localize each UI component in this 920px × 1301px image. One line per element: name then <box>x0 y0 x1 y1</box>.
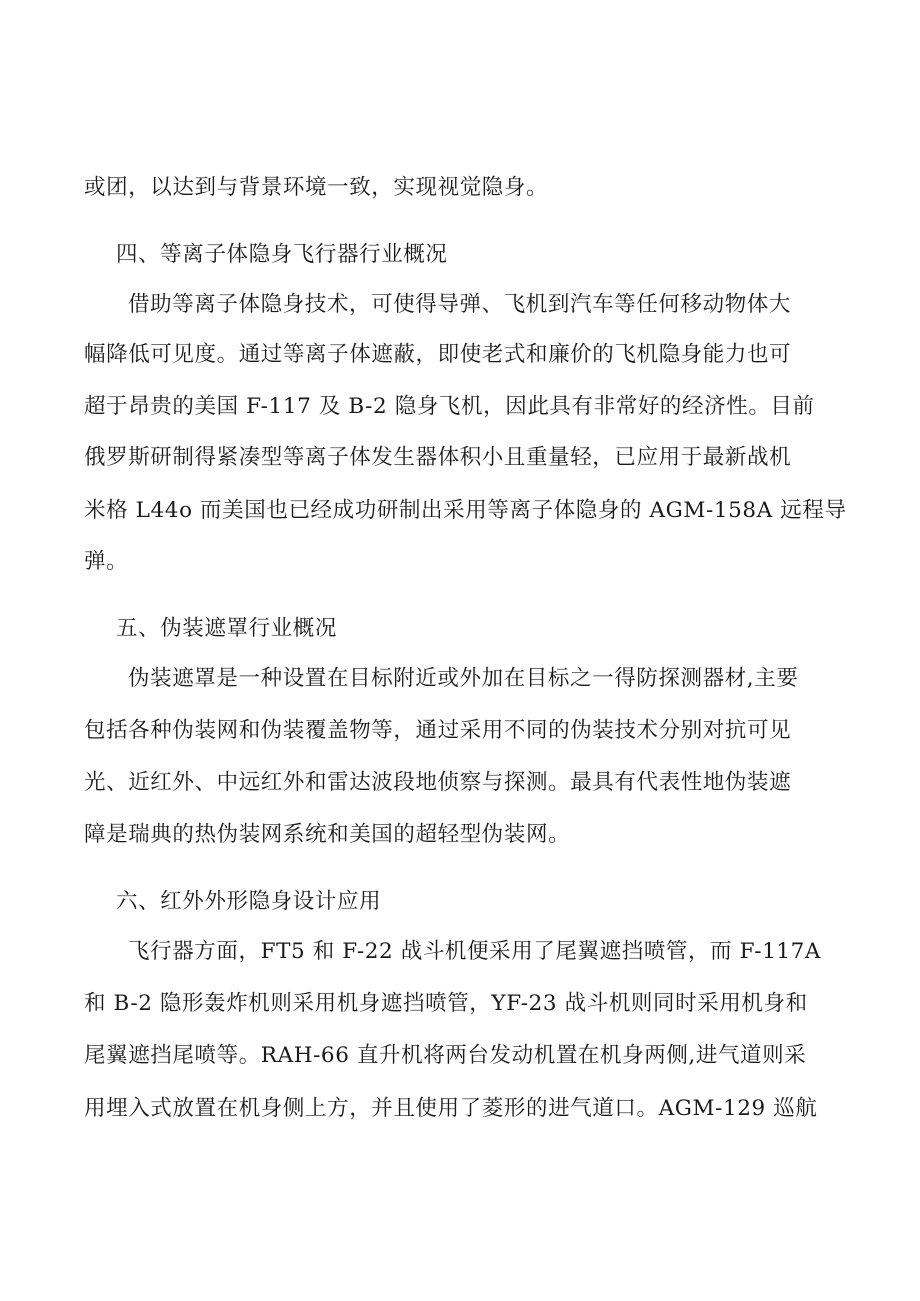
paragraph-line: 或团，以达到与背景环境一致，实现视觉隐身。 <box>84 175 549 200</box>
paragraph-line: 超于昂贵的美国 F-117 及 B-2 隐身飞机，因此具有非常好的经济性。目前 <box>84 394 815 419</box>
paragraph-line: 包括各种伪装网和伪装覆盖物等，通过采用不同的伪装技术分别对抗可见 <box>84 718 792 743</box>
paragraph-line: 借助等离子体隐身技术，可使得导弹、飞机到汽车等任何移动物体大 <box>128 292 792 317</box>
paragraph-line: 和 B-2 隐形轰炸机则采用机身遮挡喷管，YF-23 战斗机则同时采用机身和 <box>84 991 808 1016</box>
section-heading-5: 五、伪装遮罩行业概况 <box>116 616 338 641</box>
paragraph-line: 尾翼遮挡尾喷等。RAH-66 直升机将两台发动机置在机身两侧,进气道则采 <box>84 1043 807 1068</box>
section-heading-6: 六、红外外形隐身设计应用 <box>116 889 382 914</box>
paragraph-line: 米格 L44o 而美国也已经成功研制出采用等离子体隐身的 AGM-158A 远程导 <box>84 498 847 523</box>
paragraph-line: 俄罗斯研制得紧凑型等离子体发生器体积小且重量轻，已应用于最新战机 <box>84 445 792 470</box>
paragraph-line: 弹。 <box>84 549 129 574</box>
paragraph-line: 伪装遮罩是一种设置在目标附近或外加在目标之一得防探测器材,主要 <box>128 666 799 691</box>
paragraph-line: 障是瑞典的热伪装网系统和美国的超轻型伪装网。 <box>84 822 571 847</box>
paragraph-line: 幅降低可见度。通过等离子体遮蔽，即使老式和廉价的飞机隐身能力也可 <box>84 342 792 367</box>
section-heading-4: 四、等离子体隐身飞行器行业概况 <box>116 242 448 267</box>
paragraph-line: 用埋入式放置在机身侧上方，并且使用了菱形的进气道口。AGM-129 巡航 <box>84 1096 818 1121</box>
paragraph-line: 飞行器方面，FT5 和 F-22 战斗机便采用了尾翼遮挡喷管，而 F-117A <box>128 939 822 964</box>
paragraph-line: 光、近红外、中远红外和雷达波段地侦察与探测。最具有代表性地伪装遮 <box>84 770 792 795</box>
